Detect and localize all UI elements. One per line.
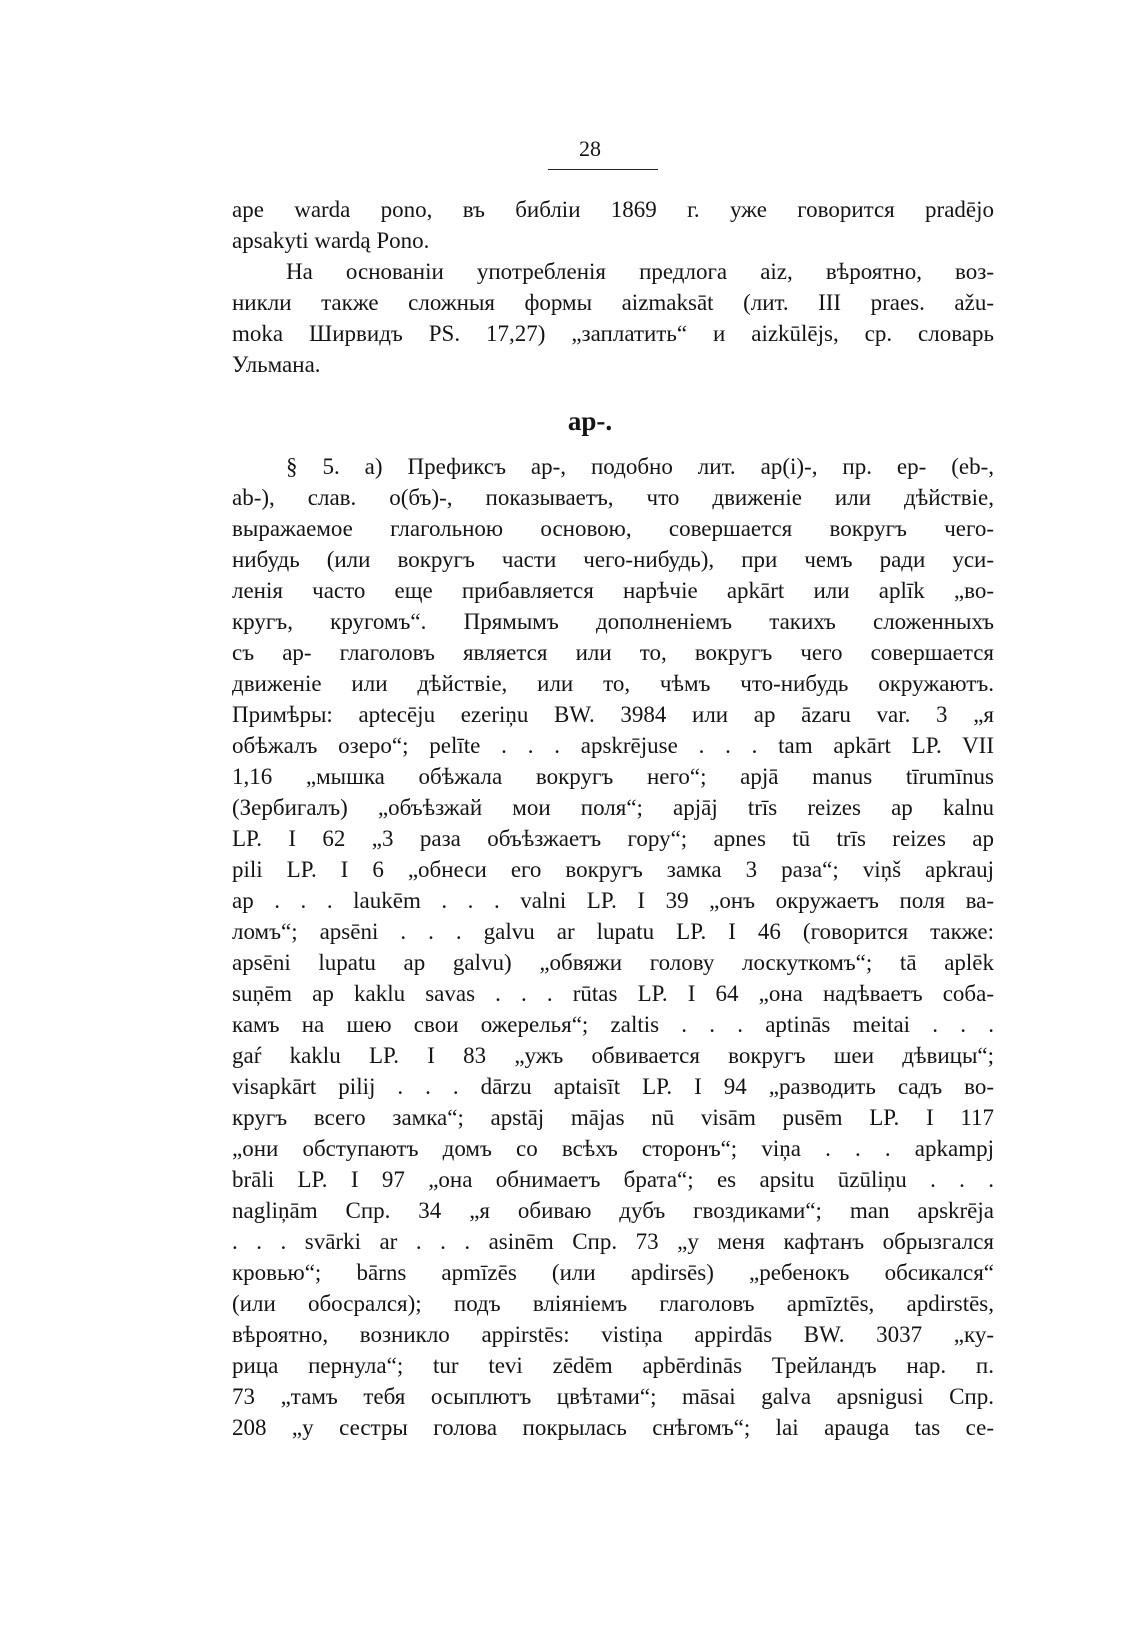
text-line: gaŕ kaklu LP. I 83 „ужъ обвивается вокругъ шеи дѣвицы“; xyxy=(232,1043,994,1068)
text-line: ab-), слав. о(бъ)-, показываетъ, что движеніе или дѣйствіе, xyxy=(232,485,994,510)
text-line: (или обосрался); подъ вліяніемъ глаголовъ apmīztēs, apdirstēs, xyxy=(232,1291,994,1316)
text-line: apsakyti wardą Pono. xyxy=(232,228,430,253)
paragraph-2 xyxy=(232,256,994,380)
text-line: никли также сложныя формы aizmaksāt (лит. III praes. ažu- xyxy=(232,290,994,315)
text-line: LP. I 62 „3 раза объѣзжаетъ гору“; apnes tū trīs reizes ap xyxy=(232,826,994,851)
text-line: apsēni lupatu ap galvu) „обвяжи голову лоскуткомъ“; tā aplēk xyxy=(232,950,994,975)
text-line: visapkārt pilij . . . dārzu aptaisīt LP. I 94 „разводить садъ во- xyxy=(232,1074,994,1099)
text-line: обѣжалъ озеро“; pelīte . . . apskrējuse . . . tam apkārt LP. VII xyxy=(232,733,994,758)
text-line: Примѣры: aptecēju ezeriņu BW. 3984 или ap āzaru var. 3 „я xyxy=(232,702,994,727)
text-line: moka Ширвидъ PS. 17,27) „заплатить“ и aizkūlējs, ср. словарь xyxy=(232,321,994,346)
text-line: ap . . . laukēm . . . valni LP. I 39 „онъ окружаетъ поля ва- xyxy=(232,888,994,913)
text-line: nagliņām Спр. 34 „я обиваю дубъ гвоздиками“; man apskrēja xyxy=(232,1198,994,1223)
text-line: brāli LP. I 97 „она обнимаетъ брата“; es apsitu ūzūliņu . . . xyxy=(232,1167,994,1192)
text-line: кругъ всего замка“; apstāj mājas nū visām pusēm LP. I 117 xyxy=(232,1105,994,1130)
text-line: движеніе или дѣйствіе, или то, чѣмъ что-нибудь окружаютъ. xyxy=(232,671,994,696)
text-line: ленія часто еще прибавляется нарѣчіе apkārt или aplīk „во- xyxy=(232,578,994,603)
text-line: . . . svārki ar . . . asinēm Спр. 73 „у меня кафтанъ обрызгался xyxy=(232,1229,994,1254)
text-line: Ульмана. xyxy=(232,352,321,377)
text-line: 73 „тамъ тебя осыплютъ цвѣтами“; māsai galva apsnigusi Спр. xyxy=(232,1384,994,1409)
text-line: § 5. a) Префиксъ ap-, подобно лит. ap(i)-, пр. ep- (eb-, xyxy=(286,454,994,479)
section-heading: ap-. xyxy=(567,406,613,436)
text-line: ape warda pono, въ библіи 1869 г. уже говорится pradējo xyxy=(232,197,994,222)
paragraph-1 xyxy=(232,194,994,256)
text-line: съ ap- глаголовъ является или то, вокругъ чего совершается xyxy=(232,640,994,665)
text-line: 1,16 „мышка обѣжала вокругъ него“; apjā manus tīrumīnus xyxy=(232,764,994,789)
text-line: кругъ, кругомъ“. Прямымъ дополненіемъ такихъ сложенныхъ xyxy=(232,609,994,634)
page-number: 28 xyxy=(579,136,601,161)
text-line: выражаемое глагольною основою, совершается вокругъ чего- xyxy=(232,516,994,541)
paragraph-3 xyxy=(232,451,994,1443)
text-line: кровью“; bārns apmīzēs (или apdirsēs) „ребенокъ обсикался“ xyxy=(232,1260,994,1285)
page-number-rule xyxy=(548,169,658,170)
text-line: suņēm ap kaklu savas . . . rūtas LP. I 64 „она надѣваетъ соба- xyxy=(232,981,994,1006)
text-line: pili LP. I 6 „обнеси его вокругъ замка 3 раза“; viņš apkrauj xyxy=(232,857,994,882)
text-line: рица пернула“; tur tevi zēdēm apbērdinās Трейландъ нар. п. xyxy=(232,1353,994,1378)
text-line: На основаніи употребленія предлога aiz, вѣроятно, воз- xyxy=(286,259,994,284)
text-line: „они обступаютъ домъ со всѣхъ сторонъ“; viņa . . . apkampj xyxy=(232,1136,994,1161)
text-line: ломъ“; apsēni . . . galvu ar lupatu LP. I 46 (говорится также: xyxy=(232,919,994,944)
text-line: нибудь (или вокругъ части чего-нибудь), при чемъ ради уси- xyxy=(232,547,994,572)
text-line: вѣроятно, возникло appirstēs: vistiņa appirdās BW. 3037 „ку- xyxy=(232,1322,994,1347)
text-line: (Зербигалъ) „объѣзжай мои поля“; apjāj trīs reizes ap kalnu xyxy=(232,795,994,820)
text-line: камъ на шею свои ожерелья“; zaltis . . . aptinās meitai . . . xyxy=(232,1012,994,1037)
text-line: 208 „у сестры голова покрылась снѣгомъ“; lai apauga tas се- xyxy=(232,1415,994,1440)
